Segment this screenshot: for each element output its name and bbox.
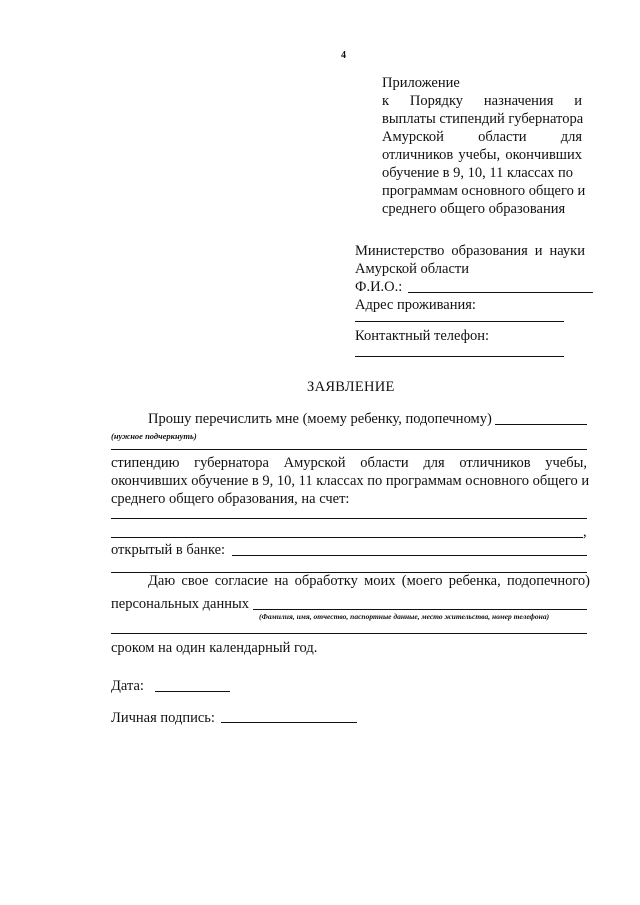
underline-note: (нужное подчеркнуть) xyxy=(111,431,197,441)
phone-label: Контактный телефон: xyxy=(355,328,490,344)
body-line-3: среднего общего образования, на счет: xyxy=(111,491,350,507)
body-line-1: стипендию губернатора Амурской области для отличников учебы, xyxy=(111,455,587,471)
phone-field[interactable] xyxy=(355,356,564,357)
account-comma: , xyxy=(583,524,587,540)
recipient-field[interactable] xyxy=(495,424,587,425)
request-line: Прошу перечислить мне (моему ребенку, подопечному) xyxy=(148,411,492,427)
bank-field[interactable] xyxy=(232,555,587,556)
appendix-line-7: среднего общего образования xyxy=(382,201,566,217)
appendix-line-2: выплаты стипендий губернатора xyxy=(382,111,584,127)
page-number: 4 xyxy=(341,50,346,61)
appendix-line-4: отличников учебы, окончивших xyxy=(382,147,582,163)
address-field[interactable] xyxy=(355,321,564,322)
bank-label: открытый в банке: xyxy=(111,542,226,558)
appendix-line-3: Амурской области для xyxy=(382,129,582,145)
body-line-2: окончивших обучение в 9, 10, 11 классах по программам основного общего и xyxy=(111,473,590,489)
term-text: сроком на один календарный год. xyxy=(111,640,318,656)
account-field-1[interactable] xyxy=(111,518,587,519)
address-label: Адрес проживания: xyxy=(355,297,476,313)
fio-label: Ф.И.О.: xyxy=(355,279,403,295)
personal-data-field-continued[interactable] xyxy=(111,633,587,634)
personal-data-field[interactable] xyxy=(253,609,587,610)
appendix-line-1: к Порядку назначения и xyxy=(382,93,582,109)
appendix-line-5: обучение в 9, 10, 11 классах по xyxy=(382,165,574,181)
statement-title: ЗАЯВЛЕНИЕ xyxy=(307,379,395,395)
account-field-2[interactable] xyxy=(111,537,583,538)
signature-label: Личная подпись: xyxy=(111,710,215,726)
recipient-field-continued[interactable] xyxy=(111,449,587,450)
consent-line-1: Даю свое согласие на обработку моих (моего ребенка, подопечного) xyxy=(148,573,590,589)
ministry-line-2: Амурской области xyxy=(355,261,469,277)
signature-field[interactable] xyxy=(221,722,357,723)
consent-note: (Фамилия, имя, отчество, паспортные данные, место жительства, номер телефона) xyxy=(259,612,550,621)
ministry-line-1: Министерство образования и науки xyxy=(355,243,585,259)
date-label: Дата: xyxy=(111,678,144,694)
appendix-title: Приложение xyxy=(382,75,460,91)
fio-field[interactable] xyxy=(408,292,593,293)
appendix-line-6: программам основного общего и xyxy=(382,183,586,199)
consent-personal-data-label: персональных данных xyxy=(111,596,250,612)
date-field[interactable] xyxy=(155,691,230,692)
